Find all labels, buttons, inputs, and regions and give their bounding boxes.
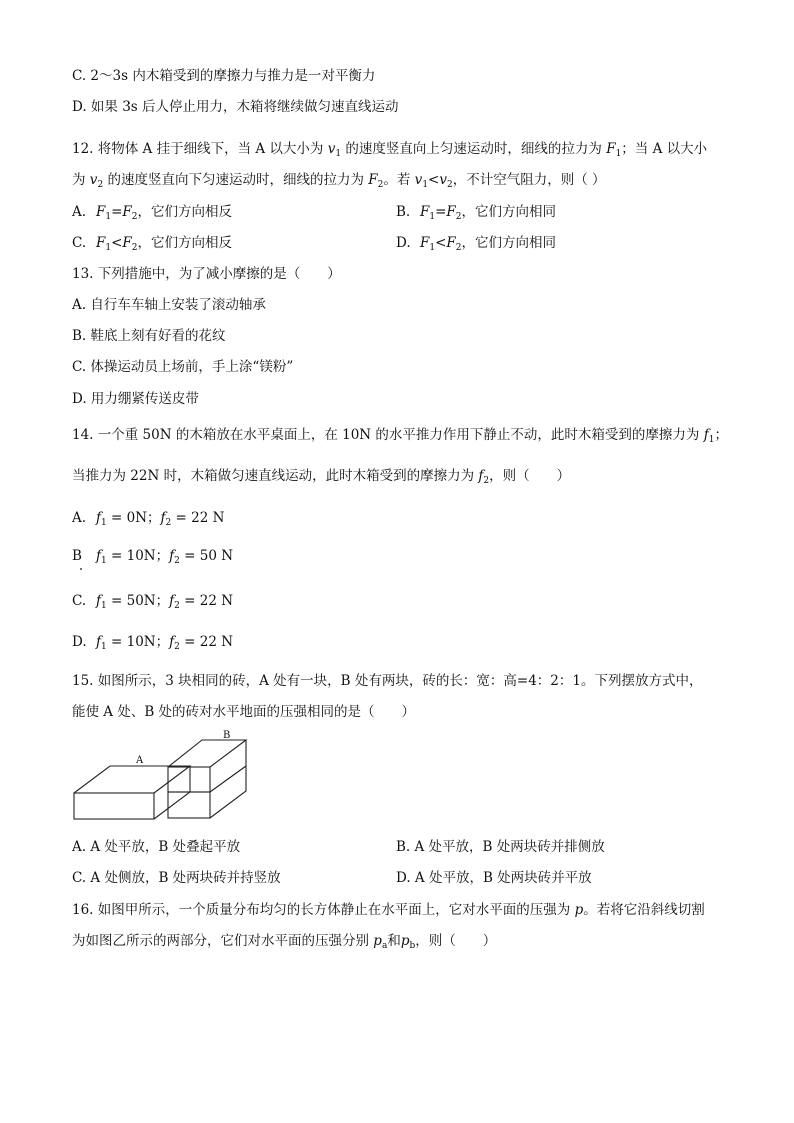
q15-option-d: D. A 处平放，B 处两块砖并平放 [396, 870, 592, 886]
q14-stem-line2: 当推力为 22N 时，木箱做匀速直线运动，此时木箱受到的摩擦力为 $f_2$，则（ ） [72, 468, 571, 486]
q16-stem-line2: 为如图乙所示的两部分，它们对水平面的压强分别 $p_a$和$p_b$，则（ ） [72, 933, 497, 951]
decorative-dot [80, 568, 82, 570]
q12-option-b: B. $F_1=F_2$，它们方向相同 [396, 204, 557, 222]
q13-option-b: B. 鞋底上刻有好看的花纹 [72, 328, 226, 344]
q14-option-b: B $f_1 = 10N$；$f_2 = 50$ N [72, 548, 234, 566]
q14-option-a: A. $f_1 = 0N$；$f_2 = 22$ N [72, 510, 225, 528]
q12-stem-line2: 为 $v_2$ 的速度竖直向下匀速运动时，细线的拉力为 $F_2$。若 $v_1<v_2$，不计空气阻力，则（ ） [72, 172, 606, 190]
q16-stem-line1: 16. 如图甲所示，一个质量分布均匀的长方体静止在水平面上，它对水平面的压强为 p。若将它沿斜线切割 [72, 902, 705, 918]
q14-stem-line1: 14. 一个重 50N 的木箱放在水平桌面上，在 10N 的水平推力作用下静止不动，此时木箱受到的摩擦力为 $f_1$； [72, 427, 728, 445]
bricks-figure [70, 730, 290, 825]
q15-option-b: B. A 处平放，B 处两块砖并排侧放 [396, 839, 605, 855]
q12-stem-line1: 12. 将物体 A 挂于细线下，当 A 以大小为 $v_1$ 的速度竖直向上匀速运动时，细线的拉力为 $F_1$；当 A 以大小 [72, 141, 708, 159]
q13-option-c: C. 体操运动员上场前，手上涂“镁粉” [72, 359, 294, 375]
q14-option-c: C. $f_1 = 50N$；$f_2 = 22$ N [72, 593, 234, 611]
q15-option-a: A. A 处平放，B 处叠起平放 [72, 839, 241, 855]
brick-a-label: A [136, 755, 144, 766]
q14-option-d: D. $f_1 = 10N$；$f_2 = 22$ N [72, 634, 234, 652]
q15-stem-line1: 15. 如图所示，3 块相同的砖，A 处有一块，B 处有两块，砖的长：宽：高=4：2：1。下列摆放方式中， [72, 673, 703, 689]
q15-option-c: C. A 处侧放，B 处两块砖并持竖放 [72, 870, 281, 886]
q13-stem: 13. 下列措施中，为了减小摩擦的是（ ） [72, 266, 341, 282]
q11-option-d: D. 如果 3s 后人停止用力，木箱将继续做匀速直线运动 [72, 99, 399, 115]
q11-option-c: C. 2～3s 内木箱受到的摩擦力与推力是一对平衡力 [72, 68, 376, 84]
q13-option-d: D. 用力绷紧传送皮带 [72, 391, 199, 407]
q12-option-c: C. $F_1<F_2$，它们方向相反 [72, 235, 233, 253]
q12-option-d: D. $F_1<F_2$，它们方向相同 [396, 235, 557, 253]
q12-option-a: A. $F_1=F_2$，它们方向相反 [72, 204, 233, 222]
brick-b-stack [168, 740, 246, 818]
brick-b-label: B [223, 730, 231, 741]
q15-stem-line2: 能使 A 处、B 处的砖对水平地面的压强相同的是（ ） [72, 704, 416, 720]
q13-option-a: A. 自行车车轴上安装了滚动轴承 [72, 297, 266, 313]
